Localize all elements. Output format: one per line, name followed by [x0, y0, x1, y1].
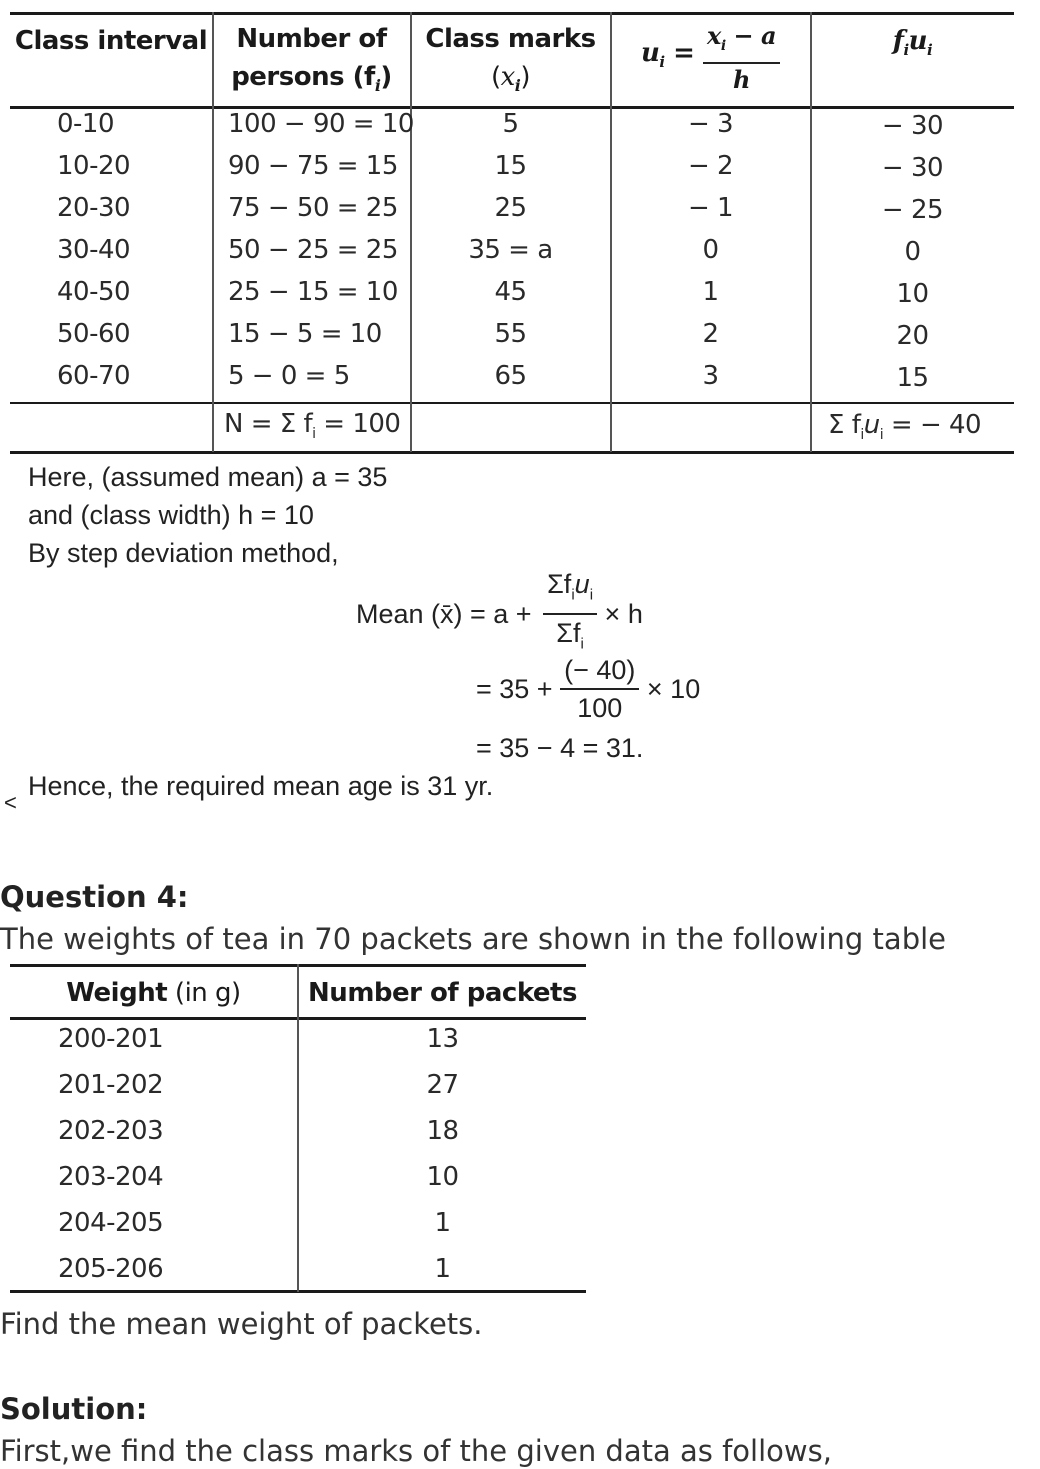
cell-weight: 200-201: [58, 1024, 164, 1054]
class-width-line: and (class width) h = 10: [28, 500, 314, 530]
cell-mark: 25: [494, 193, 527, 223]
table-row: [10, 277, 1014, 319]
cell-fu: − 25: [881, 195, 944, 225]
cell-interval: 0-10: [57, 109, 115, 139]
table-row: [10, 1208, 586, 1250]
cell-packets: 13: [426, 1024, 459, 1054]
cell-mark: 35 = a: [468, 235, 553, 265]
table-row: [10, 235, 1014, 277]
cell-interval: 20-30: [57, 193, 131, 223]
cell-fu: − 30: [881, 153, 944, 183]
table-bottom-rule: [10, 451, 1014, 454]
question-title: Question 4:: [0, 880, 189, 914]
method-line: By step deviation method,: [28, 538, 339, 568]
table-row: [10, 1070, 586, 1112]
cell-u: 2: [702, 319, 719, 349]
table-row: [10, 193, 1014, 235]
cell-packets: 10: [426, 1162, 459, 1192]
cell-weight: 201-202: [58, 1070, 164, 1100]
cell-packets: 27: [426, 1070, 459, 1100]
stray-mark: <: [4, 790, 17, 815]
cell-interval: 40-50: [57, 277, 131, 307]
table-row: [10, 319, 1014, 361]
cell-persons: 25 − 15 = 10: [228, 277, 398, 307]
header-weight: Weight (in g): [66, 978, 241, 1008]
cell-fu: 15: [896, 363, 929, 393]
cell-persons: 15 − 5 = 10: [228, 319, 382, 349]
header-class-interval: Class interval: [14, 26, 208, 56]
table-row: [10, 151, 1014, 193]
cell-mark: 55: [494, 319, 527, 349]
cell-u: 1: [702, 277, 719, 307]
table-row: [10, 1024, 586, 1066]
cell-fu: 0: [904, 237, 921, 267]
cell-interval: 30-40: [57, 235, 131, 265]
cell-fu: − 30: [881, 111, 944, 141]
question-text: The weights of tea in 70 packets are shown in the following table: [0, 922, 946, 956]
cell-weight: 203-204: [58, 1162, 164, 1192]
cell-fu: 20: [896, 321, 929, 351]
total-persons: N = Σ $f_i = 100$: [224, 409, 401, 443]
weights-table: [10, 964, 586, 1294]
mean-formula: Mean (x̄) = a + $\frac{\Sigma f_iu_i}{\Sigma f_i}$ × h: [356, 566, 643, 646]
cell-u: 3: [702, 361, 719, 391]
cell-persons: 75 − 50 = 25: [228, 193, 398, 223]
cell-persons: 50 − 25 = 25: [228, 235, 398, 265]
cell-mark: 15: [494, 151, 527, 181]
cell-weight: 204-205: [58, 1208, 164, 1238]
cell-u: − 3: [687, 109, 734, 139]
cell-mark: 5: [502, 109, 519, 139]
solution-title: Solution:: [0, 1392, 148, 1426]
table-row: [10, 109, 1014, 151]
mean-substitution: = 35 + $\frac{(- 40)}{100}$ × 10: [476, 652, 700, 726]
cell-persons: 5 − 0 = 5: [228, 361, 350, 391]
find-mean-text: Find the mean weight of packets.: [0, 1307, 483, 1341]
mean-result: = 35 − 4 = 31.: [476, 733, 644, 763]
conclusion-line: Hence, the required mean age is 31 yr.: [28, 771, 494, 801]
cell-interval: 50-60: [57, 319, 131, 349]
cell-mark: 45: [494, 277, 527, 307]
solution-text: First,we find the class marks of the given data as follows,: [0, 1434, 832, 1468]
cell-u: − 2: [687, 151, 734, 181]
cell-packets: 1: [434, 1208, 451, 1238]
table-row: [10, 361, 1014, 403]
cell-interval: 60-70: [57, 361, 131, 391]
cell-u: − 1: [687, 193, 734, 223]
cell-mark: 65: [494, 361, 527, 391]
cell-u: 0: [702, 235, 719, 265]
cell-weight: 202-203: [58, 1116, 164, 1146]
cell-persons: 90 − 75 = 15: [228, 151, 398, 181]
assumed-mean-line: Here, (assumed mean) a = 35: [28, 462, 388, 492]
cell-interval: 10-20: [57, 151, 131, 181]
table-top-rule: [10, 12, 1014, 15]
total-fu: Σ $f_iu_i$ = − 40: [828, 410, 982, 444]
cell-packets: 1: [434, 1254, 451, 1284]
header-u-formula: $u_i$ = $\frac{x_i - a}{h}$: [611, 20, 810, 96]
table-row: [10, 1254, 586, 1296]
cell-fu: 10: [896, 279, 929, 309]
cell-weight: 205-206: [58, 1254, 164, 1284]
table-row: [10, 1162, 586, 1204]
frequency-table: [10, 12, 1014, 454]
cell-persons: 100 − 90 = 10: [228, 109, 414, 139]
header-fu: $f_iu_i$: [892, 26, 933, 60]
header-packets: Number of packets: [308, 978, 577, 1008]
table-row: [10, 1116, 586, 1158]
header-number-of-persons: Number of persons $(f_i)$: [231, 24, 392, 96]
header-class-marks: Class marks $(x_i)$: [425, 24, 596, 96]
cell-packets: 18: [426, 1116, 459, 1146]
